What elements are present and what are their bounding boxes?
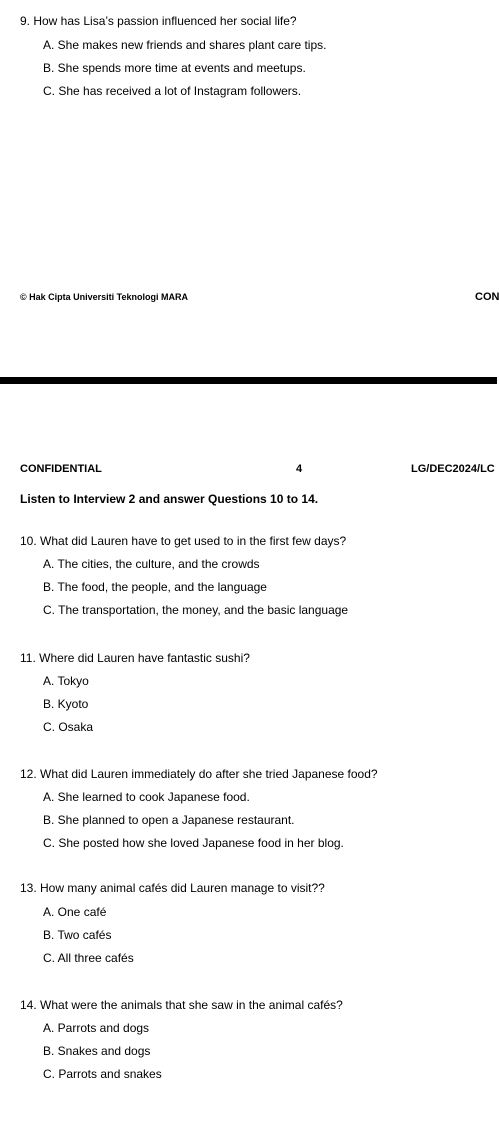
- page-number: 4: [296, 463, 303, 475]
- option-c: C. Parrots and snakes: [43, 1067, 162, 1081]
- confidential-header: CONFIDENTIAL: [20, 463, 102, 475]
- section-instruction: Listen to Interview 2 and answer Questions 10 to 14.: [20, 492, 319, 506]
- question-text: 9. How has Lisa’s passion influenced her social life?: [20, 14, 297, 28]
- option-b: B. The food, the people, and the language: [43, 580, 267, 594]
- question-text: 11. Where did Lauren have fantastic sushi?: [20, 651, 250, 665]
- option-a: A. Tokyo: [43, 674, 89, 688]
- option-a: A. She makes new friends and shares plant care tips.: [43, 38, 327, 52]
- copyright-footer: © Hak Cipta Universiti Teknologi MARA: [20, 292, 188, 302]
- option-b: B. Kyoto: [43, 697, 89, 711]
- option-a: A. One café: [43, 905, 107, 919]
- option-b: B. She planned to open a Japanese restaurant.: [43, 813, 295, 827]
- option-c: C. The transportation, the money, and the basic language: [43, 603, 349, 617]
- option-c: C. Osaka: [43, 720, 94, 734]
- option-c: C. All three cafés: [43, 951, 134, 965]
- option-a: A. She learned to cook Japanese food.: [43, 790, 250, 804]
- question-text: 13. How many animal cafés did Lauren manage to visit??: [20, 881, 325, 895]
- page-separator: [0, 377, 497, 384]
- question-text: 14. What were the animals that she saw in the animal cafés?: [20, 998, 343, 1012]
- question-text: 10. What did Lauren have to get used to in the first few days?: [20, 534, 347, 548]
- option-c: C. She has received a lot of Instagram followers.: [43, 84, 302, 98]
- option-b: B. Snakes and dogs: [43, 1044, 151, 1058]
- question-text: 12. What did Lauren immediately do after she tried Japanese food?: [20, 767, 378, 781]
- document-code: LG/DEC2024/LC: [411, 463, 495, 475]
- confidential-footer: CON: [475, 291, 499, 303]
- option-b: B. Two cafés: [43, 928, 112, 942]
- option-a: A. The cities, the culture, and the crowds: [43, 557, 260, 571]
- option-a: A. Parrots and dogs: [43, 1021, 150, 1035]
- option-c: C. She posted how she loved Japanese food in her blog.: [43, 836, 344, 850]
- option-b: B. She spends more time at events and meetups.: [43, 61, 306, 75]
